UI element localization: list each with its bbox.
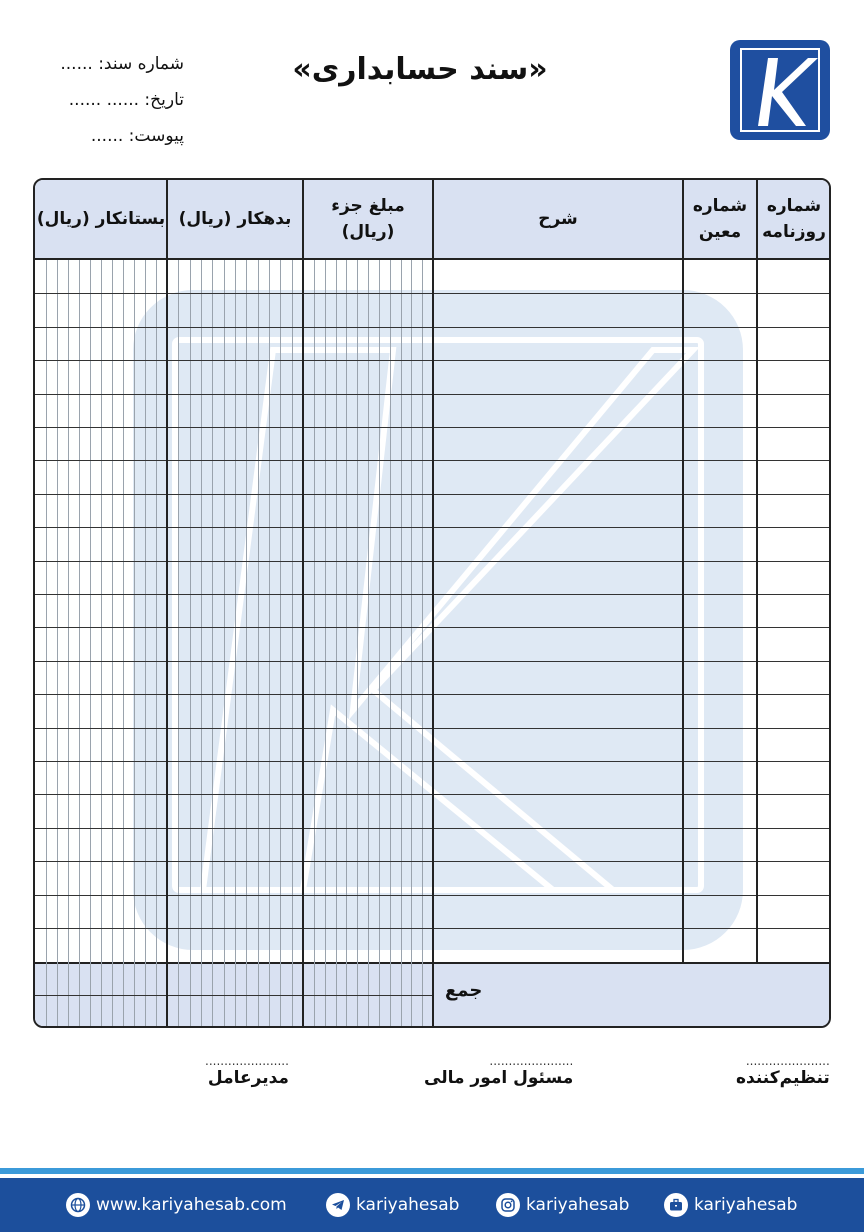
column-divider [302,180,304,1028]
digit-gridline [134,260,135,962]
signature-finance [424,1054,573,1088]
digit-gridline [346,260,347,962]
total-label: جمع [445,980,483,1001]
digit-gridline [325,260,326,962]
digit-gridline [123,260,124,962]
digit-gridline [379,260,380,962]
digit-gridline [368,260,369,962]
digit-gridline [79,260,80,962]
digit-gridline [224,260,225,962]
signature-finance-label: مسئول امور مالی [424,1068,574,1088]
digit-gridline [46,260,47,962]
digit-gridline [201,260,202,962]
instagram-icon [496,1193,520,1217]
digit-gridline [280,260,281,962]
signature-preparer-label: تنظیم‌کننده [736,1068,830,1088]
col-header-debit: بدهکار (ریال) [167,180,303,260]
col-header-ledger-no: شماره معین [683,180,757,260]
column-divider [432,180,434,1028]
digit-gridline [68,260,69,962]
digit-gridline [336,260,337,962]
digit-gridline [90,260,91,962]
signature-manager-label: مدیرعامل [207,1068,289,1088]
row-line [35,995,433,996]
digit-gridline [246,260,247,962]
globe-icon [66,1193,90,1217]
digit-gridline [212,260,213,962]
digit-gridline [292,260,293,962]
digit-gridline [411,260,412,962]
col-header-description: شرح [433,180,683,260]
digit-gridline [156,260,157,962]
footer-accent-bar [0,1168,864,1174]
instagram-text: kariyahesab [526,1195,630,1215]
signature-line: ...................... [205,1054,289,1068]
digit-gridline [190,260,191,962]
signature-manager [205,1054,289,1088]
signature-line: ...................... [745,1054,830,1068]
instagram-link[interactable] [496,1190,629,1220]
voucher-table [33,178,831,1028]
portfolio-text: kariyahesab [694,1195,798,1215]
digit-gridline [112,260,113,962]
digit-gridline [314,260,315,962]
document-title: «سند حسابداری» [292,52,548,87]
column-divider [682,180,684,962]
digit-gridline [235,260,236,962]
col-header-journal-no: شماره روزنامه [757,180,831,260]
signature-line: ...................... [489,1054,574,1068]
doc-number-field: شماره سند: ...... [60,54,184,74]
date-field: تاریخ: ...... ...... [68,90,184,110]
digit-gridline [145,260,146,962]
company-logo [730,40,830,140]
col-header-credit: بستانکار (ریال) [35,180,167,260]
signature-preparer [736,1054,830,1088]
briefcase-icon [664,1193,688,1217]
column-divider [756,180,758,962]
digit-gridline [422,260,423,962]
digit-gridline [269,260,270,962]
attachment-field: پیوست: ...... [90,126,184,146]
col-header-partial-amount: مبلغ جزء (ریال) [303,180,433,260]
telegram-icon [326,1193,350,1217]
telegram-text: kariyahesab [356,1195,460,1215]
portfolio-link[interactable] [664,1190,797,1220]
digit-gridline [178,260,179,962]
telegram-link[interactable] [326,1190,459,1220]
column-divider [166,180,168,1028]
document-meta [30,46,184,154]
website-link[interactable] [66,1190,287,1220]
digit-gridline [258,260,259,962]
digit-gridline [390,260,391,962]
digit-gridline [357,260,358,962]
website-text: www.kariyahesab.com [96,1195,287,1215]
digit-gridline [401,260,402,962]
digit-gridline [101,260,102,962]
digit-gridline [57,260,58,962]
